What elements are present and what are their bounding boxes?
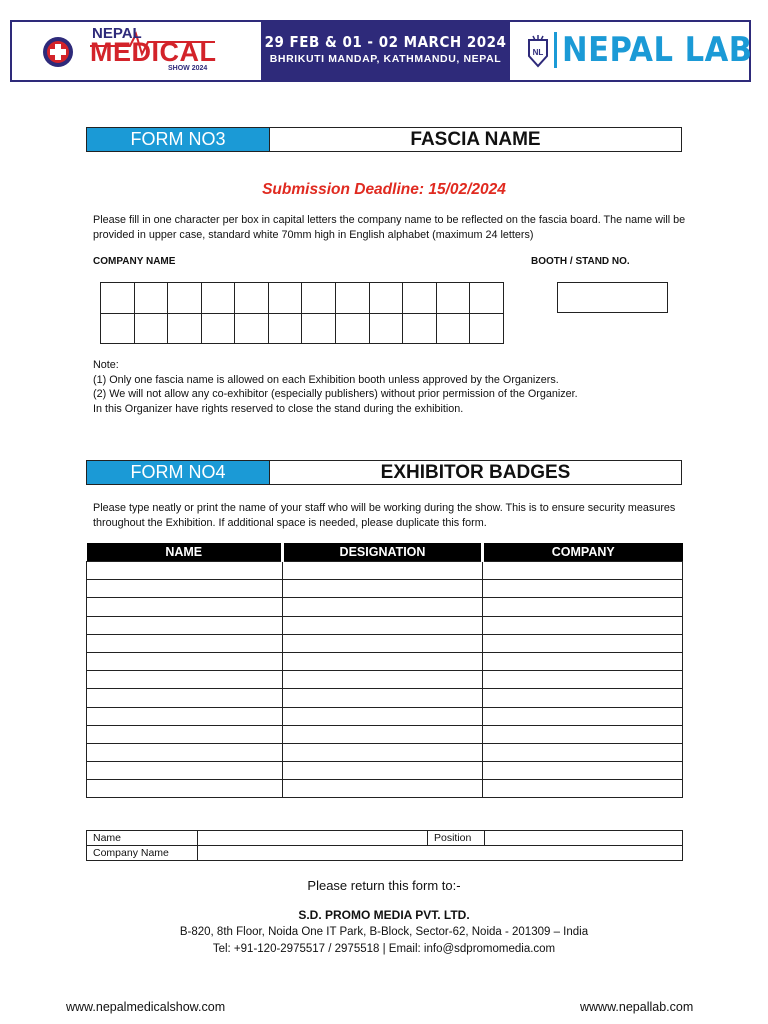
name-field[interactable] [198, 831, 428, 846]
table-row [87, 743, 683, 761]
company-cell[interactable] [483, 598, 683, 616]
letter-box[interactable] [134, 313, 168, 344]
table-row [87, 762, 683, 780]
logo-show-year: SHOW 2024 [168, 65, 208, 72]
name-cell[interactable] [87, 616, 283, 634]
designation-cell[interactable] [283, 671, 483, 689]
letter-box[interactable] [369, 313, 403, 344]
letter-box[interactable] [302, 283, 336, 314]
organizer-contact: Tel: +91-120-2975517 / 2975518 | Email: info@sdpromomedia.com [212, 943, 556, 955]
table-row [87, 562, 683, 580]
website-link-medical[interactable]: www.nepalmedicalshow.com [66, 1000, 226, 1014]
letter-row [101, 313, 504, 344]
designation-cell[interactable] [283, 707, 483, 725]
letter-box[interactable] [134, 283, 168, 314]
company-cell[interactable] [483, 580, 683, 598]
nepal-lab-logo-text: NEPAL LAB [562, 30, 753, 70]
letter-box[interactable] [436, 283, 470, 314]
table-row [87, 831, 683, 846]
nepal-lab-divider [554, 32, 557, 68]
designation-cell[interactable] [283, 598, 483, 616]
booth-stand-input[interactable] [557, 282, 668, 313]
note-item: (2) We will not allow any co-exhibitor (especially publishers) without prior permission of the Organizer. [93, 388, 578, 400]
letter-box[interactable] [470, 283, 504, 314]
name-cell[interactable] [87, 689, 283, 707]
letter-box[interactable] [470, 313, 504, 344]
form3-title: FASCIA NAME [410, 129, 541, 150]
company-name-letter-grid[interactable] [100, 282, 504, 344]
exhibitor-badges-table [86, 543, 683, 798]
letter-box[interactable] [235, 313, 269, 344]
column-header-name: NAME [87, 543, 283, 562]
name-cell[interactable] [87, 634, 283, 652]
letter-box[interactable] [201, 283, 235, 314]
company-cell[interactable] [483, 671, 683, 689]
event-dates: 29 FEB & 01 - 02 MARCH 2024 [264, 33, 507, 51]
name-label: Name [87, 831, 198, 846]
designation-cell[interactable] [283, 743, 483, 761]
table-row [87, 616, 683, 634]
company-cell[interactable] [483, 725, 683, 743]
nepal-lab-badge-icon [527, 34, 549, 68]
company-cell[interactable] [483, 743, 683, 761]
submission-deadline: Submission Deadline: 15/02/2024 [262, 181, 506, 198]
letter-box[interactable] [235, 283, 269, 314]
letter-box[interactable] [168, 313, 202, 344]
designation-cell[interactable] [283, 725, 483, 743]
company-name-label: Company Name [87, 846, 198, 861]
letter-box[interactable] [403, 313, 437, 344]
designation-cell[interactable] [283, 652, 483, 670]
note-title: Note: [93, 359, 119, 371]
name-cell[interactable] [87, 780, 283, 798]
logo-nepal-text: NEPAL [92, 25, 142, 42]
return-instruction: Please return this form to:- [307, 878, 461, 893]
letter-box[interactable] [302, 313, 336, 344]
letter-box[interactable] [268, 313, 302, 344]
table-row [87, 707, 683, 725]
name-cell[interactable] [87, 743, 283, 761]
organizer-company: S.D. PROMO MEDIA PVT. LTD. [298, 908, 470, 922]
company-name-label: COMPANY NAME [93, 256, 176, 267]
designation-cell[interactable] [283, 580, 483, 598]
form4-instructions: Please type neatly or print the name of your staff who will be working during the show. This is to ensure security measures throughout the Exhibition. If additional space is needed, please duplicate this form. [93, 502, 676, 529]
letter-box[interactable] [369, 283, 403, 314]
letter-box[interactable] [101, 283, 135, 314]
company-cell[interactable] [483, 689, 683, 707]
letter-box[interactable] [403, 283, 437, 314]
website-link-lab[interactable]: wwww.nepallab.com [580, 1000, 694, 1014]
event-venue: BHRIKUTI MANDAP, KATHMANDU, NEPAL [269, 53, 502, 65]
table-header-row [87, 543, 683, 562]
letter-box[interactable] [168, 283, 202, 314]
table-row [87, 689, 683, 707]
letter-box[interactable] [201, 313, 235, 344]
position-label: Position [428, 831, 485, 846]
table-row [87, 580, 683, 598]
designation-cell[interactable] [283, 616, 483, 634]
letter-box[interactable] [336, 283, 370, 314]
fascia-notes [93, 358, 733, 416]
name-cell[interactable] [87, 725, 283, 743]
form4-title-bar [86, 460, 682, 485]
table-row [87, 780, 683, 798]
form3-instructions: Please fill in one character per box in capital letters the company name to be reflected on the fascia board. The name will be provided in upper case, standard white 70mm high in English alphabet (maximum 24 letters) [93, 214, 686, 241]
letter-box[interactable] [336, 313, 370, 344]
designation-cell[interactable] [283, 780, 483, 798]
name-cell[interactable] [87, 671, 283, 689]
letter-box[interactable] [101, 313, 135, 344]
table-row [87, 598, 683, 616]
booth-stand-label: BOOTH / STAND NO. [531, 256, 630, 267]
letter-row [101, 283, 504, 314]
company-cell[interactable] [483, 762, 683, 780]
form4-number: FORM NO4 [87, 461, 270, 484]
table-row [87, 725, 683, 743]
table-row [87, 846, 683, 861]
event-info-panel [261, 20, 510, 82]
contact-signature-table [86, 830, 683, 861]
company-cell[interactable] [483, 616, 683, 634]
organizer-address: B-820, 8th Floor, Noida One IT Park, B-Block, Sector-62, Noida - 201309 – India [179, 926, 589, 938]
column-header-designation: DESIGNATION [283, 543, 483, 562]
logo-medical-text: MEDICAL [90, 37, 217, 67]
form3-title-bar [86, 127, 682, 152]
company-cell[interactable] [483, 562, 683, 580]
svg-text:NL: NL [532, 48, 544, 57]
table-row [87, 652, 683, 670]
designation-cell[interactable] [283, 689, 483, 707]
company-cell[interactable] [483, 652, 683, 670]
company-cell[interactable] [483, 780, 683, 798]
form4-title: EXHIBITOR BADGES [380, 462, 571, 483]
position-field[interactable] [485, 831, 683, 846]
letter-box[interactable] [436, 313, 470, 344]
table-row [87, 671, 683, 689]
name-cell[interactable] [87, 598, 283, 616]
form3-number: FORM NO3 [87, 128, 270, 151]
name-cell[interactable] [87, 562, 283, 580]
designation-cell[interactable] [283, 634, 483, 652]
company-cell[interactable] [483, 634, 683, 652]
note-item: In this Organizer have rights reserved to close the stand during the exhibition. [93, 402, 464, 415]
designation-cell[interactable] [283, 562, 483, 580]
name-cell[interactable] [87, 652, 283, 670]
company-name-field[interactable] [198, 846, 683, 861]
letter-box[interactable] [268, 283, 302, 314]
note-item: (1) Only one fascia name is allowed on each Exhibition booth unless approved by the Organizers. [93, 373, 559, 386]
name-cell[interactable] [87, 707, 283, 725]
table-row [87, 634, 683, 652]
name-cell[interactable] [87, 762, 283, 780]
name-cell[interactable] [87, 580, 283, 598]
column-header-company: COMPANY [483, 543, 683, 562]
company-cell[interactable] [483, 707, 683, 725]
designation-cell[interactable] [283, 762, 483, 780]
